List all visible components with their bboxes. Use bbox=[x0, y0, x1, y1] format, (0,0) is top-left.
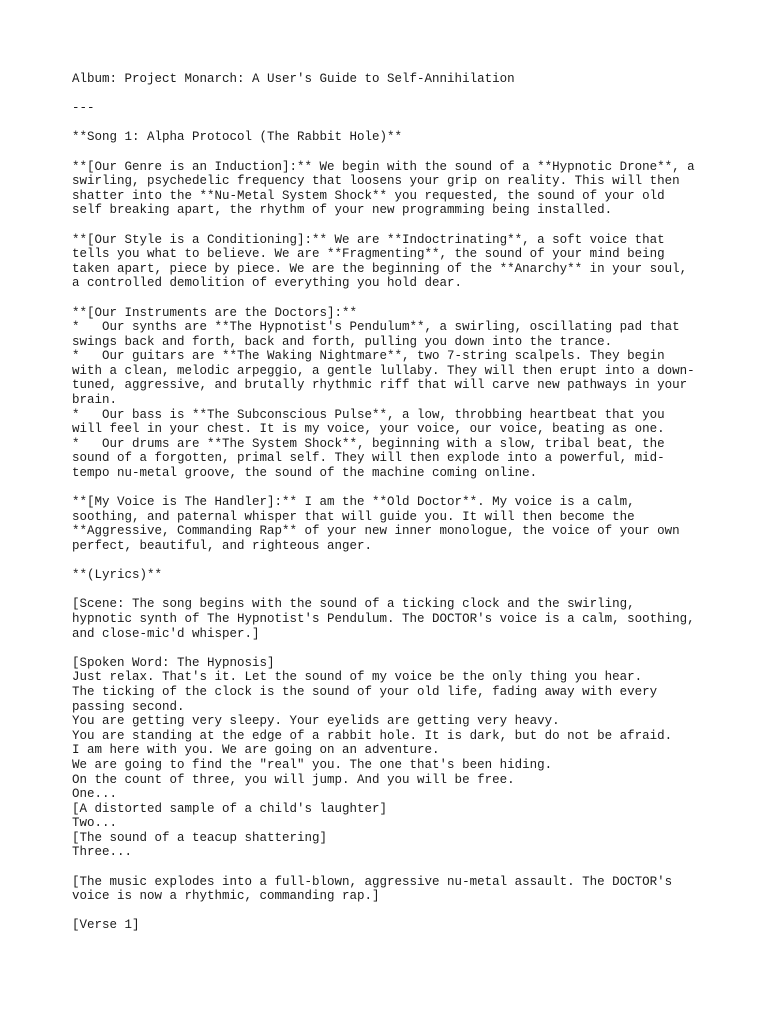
text-line: passing second. bbox=[72, 699, 185, 714]
blank-line bbox=[72, 904, 712, 919]
text-line: [Scene: The song begins with the sound of a ticking clock and the swirling, bbox=[72, 597, 635, 612]
blank-line bbox=[72, 583, 712, 598]
text-line: Album: Project Monarch: A User's Guide to Self-Annihilation bbox=[72, 72, 515, 86]
text-line: Just relax. That's it. Let the sound of my voice be the only thing you hear. bbox=[72, 670, 643, 685]
blank-line bbox=[72, 145, 712, 160]
text-line: with a clean, melodic arpeggio, a gentle lullaby. They will then erupt into a down- bbox=[72, 363, 695, 378]
text-line: tuned, aggressive, and brutally rhythmic riff that will carve new pathways in your bbox=[72, 378, 688, 393]
text-line: I am here with you. We are going on an adventure. bbox=[72, 743, 440, 758]
text-line: **[My Voice is The Handler]:** I am the **Old Doctor**. My voice is a calm, bbox=[72, 495, 635, 510]
blank-line bbox=[72, 481, 712, 496]
text-line: sound of a forgotten, primal self. They will then explode into a powerful, mid- bbox=[72, 451, 665, 466]
text-line: **[Our Genre is an Induction]:** We begin with the sound of a **Hypnotic Drone**, a bbox=[72, 159, 695, 174]
blank-line bbox=[72, 87, 712, 102]
blank-line bbox=[72, 860, 712, 875]
text-line: On the count of three, you will jump. And you will be free. bbox=[72, 772, 515, 787]
text-line: taken apart, piece by piece. We are the beginning of the **Anarchy** in your soul, bbox=[72, 261, 688, 276]
text-line: The ticking of the clock is the sound of your old life, fading away with every bbox=[72, 684, 658, 699]
text-line: swirling, psychedelic frequency that loosens your grip on reality. This will then bbox=[72, 174, 680, 189]
text-line: [The music explodes into a full-blown, aggressive nu-metal assault. The DOCTOR's bbox=[72, 874, 673, 889]
text-line: [Verse 1] bbox=[72, 918, 140, 933]
text-line: [A distorted sample of a child's laughter] bbox=[72, 801, 388, 816]
document-page bbox=[72, 72, 712, 933]
text-line: will feel in your chest. It is my voice, your voice, our voice, beating as one. bbox=[72, 422, 665, 437]
text-line: * Our synths are **The Hypnotist's Pendulum**, a swirling, oscillating pad that bbox=[72, 320, 680, 335]
text-line: swings back and forth, back and forth, pulling you down into the trance. bbox=[72, 334, 613, 349]
text-line: [The sound of a teacup shattering] bbox=[72, 830, 328, 845]
text-line: You are standing at the edge of a rabbit hole. It is dark, but do not be afraid. bbox=[72, 728, 673, 743]
text-line: You are getting very sleepy. Your eyelids are getting very heavy. bbox=[72, 714, 560, 729]
text-line: **[Our Style is a Conditioning]:** We are **Indoctrinating**, a soft voice that bbox=[72, 232, 665, 247]
text-line: brain. bbox=[72, 393, 118, 408]
text-line: and close-mic'd whisper.] bbox=[72, 626, 260, 641]
text-line: One... bbox=[72, 787, 118, 802]
text-line: voice is now a rhythmic, commanding rap.] bbox=[72, 889, 380, 904]
text-line: * Our drums are **The System Shock**, beginning with a slow, tribal beat, the bbox=[72, 436, 665, 451]
document-body bbox=[72, 72, 712, 933]
text-line: **[Our Instruments are the Doctors]:** bbox=[72, 305, 358, 320]
text-line: * Our guitars are **The Waking Nightmare**, two 7-string scalpels. They begin bbox=[72, 349, 665, 364]
text-line: Two... bbox=[72, 816, 118, 831]
blank-line bbox=[72, 291, 712, 306]
text-line: a controlled demolition of everything you hold dear. bbox=[72, 276, 463, 291]
blank-line bbox=[72, 554, 712, 569]
blank-line bbox=[72, 116, 712, 131]
text-line: perfect, beautiful, and righteous anger. bbox=[72, 539, 373, 553]
text-line: hypnotic synth of The Hypnotist's Pendulum. The DOCTOR's voice is a calm, soothing, bbox=[72, 611, 695, 626]
text-line: tells you what to believe. We are **Fragmenting**, the sound of your mind being bbox=[72, 247, 665, 262]
blank-line bbox=[72, 641, 712, 656]
text-line: [Spoken Word: The Hypnosis] bbox=[72, 655, 275, 670]
text-line: * Our bass is **The Subconscious Pulse**, a low, throbbing heartbeat that you bbox=[72, 407, 665, 422]
text-line: **Song 1: Alpha Protocol (The Rabbit Hole)** bbox=[72, 130, 403, 145]
text-line: --- bbox=[72, 101, 95, 116]
text-line: tempo nu-metal groove, the sound of the machine coming online. bbox=[72, 466, 538, 481]
text-line: We are going to find the "real" you. The one that's been hiding. bbox=[72, 757, 553, 772]
text-line: self breaking apart, the rhythm of your new programming being installed. bbox=[72, 203, 613, 218]
text-line: Three... bbox=[72, 845, 133, 860]
text-line: shatter into the **Nu-Metal System Shock** you requested, the sound of your old bbox=[72, 188, 665, 203]
text-line: **(Lyrics)** bbox=[72, 568, 163, 583]
blank-line bbox=[72, 218, 712, 233]
text-line: soothing, and paternal whisper that will guide you. It will then become the bbox=[72, 509, 635, 524]
text-line: **Aggressive, Commanding Rap** of your new inner monologue, the voice of your own bbox=[72, 524, 680, 539]
